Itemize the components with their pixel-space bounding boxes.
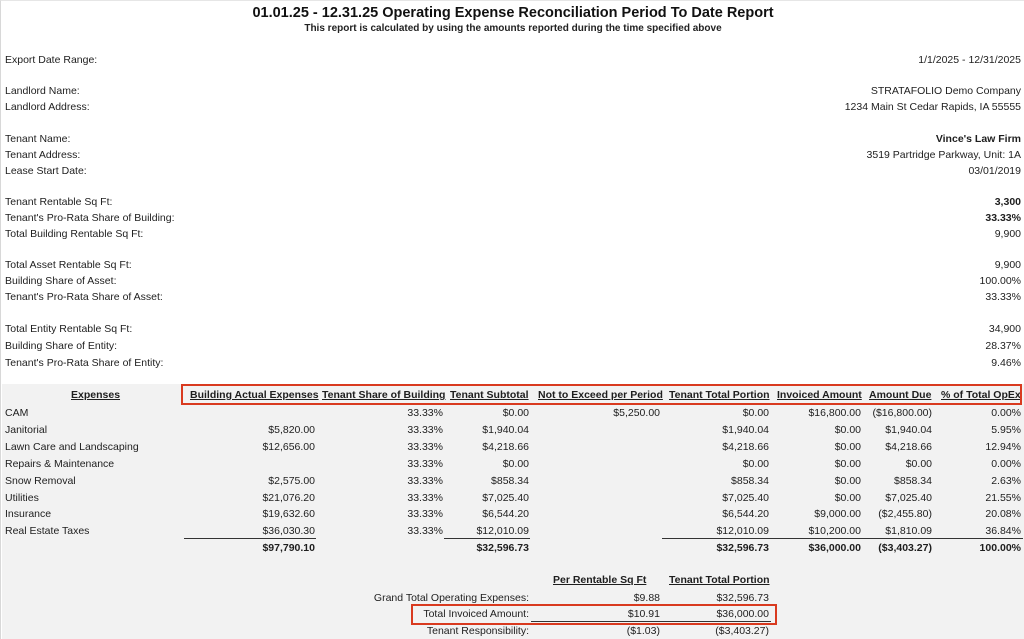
- expense-name: Snow Removal: [5, 475, 76, 487]
- tenant-share: 33.33%: [407, 475, 443, 487]
- building-actual: $12,656.00: [262, 441, 315, 453]
- header-tenant-subtotal: Tenant Subtotal: [450, 389, 529, 401]
- info-label: Export Date Range:: [5, 54, 98, 66]
- tenant-total-portion: $0.00: [742, 407, 769, 419]
- summary-tenant-total-portion: $32,596.73: [716, 592, 769, 604]
- expense-name: CAM: [5, 407, 29, 419]
- tenant-subtotal: $0.00: [502, 407, 529, 419]
- table-row: [1, 506, 1024, 522]
- summary-row-total-invoiced: [1, 606, 1024, 622]
- summary-label: Grand Total Operating Expenses:: [373, 592, 529, 604]
- info-building-share-entity: [5, 338, 1021, 354]
- info-label: Building Share of Asset:: [5, 275, 117, 287]
- info-tenant-address: [5, 147, 1021, 163]
- tenant-total-portion: $4,218.66: [722, 441, 769, 453]
- table-row: [1, 490, 1024, 506]
- summary-label: Total Invoiced Amount:: [423, 608, 529, 620]
- pct-total-opex: 20.08%: [985, 508, 1021, 520]
- info-label: Tenant's Pro-Rata Share of Asset:: [5, 291, 163, 303]
- summary-per-sqft: ($1.03): [626, 625, 660, 637]
- invoiced-amount: $10,200.00: [808, 525, 861, 537]
- summary-per-sqft: $10.91: [627, 608, 660, 620]
- tenant-share: 33.33%: [407, 424, 443, 436]
- info-value: 33.33%: [985, 291, 1021, 303]
- report-title: 01.01.25 - 12.31.25 Operating Expense Reconciliation Period To Date Report: [252, 5, 774, 21]
- info-tenant-name: [5, 131, 1021, 147]
- building-actual: $21,076.20: [262, 492, 315, 504]
- info-label: Total Asset Rentable Sq Ft:: [5, 259, 132, 271]
- invoiced-amount: $0.00: [834, 441, 861, 453]
- info-value: STRATAFOLIO Demo Company: [870, 85, 1021, 97]
- info-label: Tenant's Pro-Rata Share of Building:: [5, 212, 175, 224]
- info-label: Total Entity Rentable Sq Ft:: [5, 323, 133, 335]
- pct-total-opex: 12.94%: [985, 441, 1021, 453]
- amount-due: $1,810.09: [885, 525, 932, 537]
- info-building-share-asset: [5, 273, 1021, 289]
- info-label: Total Building Rentable Sq Ft:: [5, 228, 144, 240]
- total-rule-subtotal: [444, 538, 530, 539]
- invoiced-amount: $0.00: [834, 424, 861, 436]
- info-value: 9,900: [994, 228, 1021, 240]
- info-value: 9,900: [994, 259, 1021, 271]
- amount-due: $858.34: [894, 475, 932, 487]
- info-label: Landlord Address:: [5, 101, 90, 113]
- total-amount-due: ($3,403.27): [878, 542, 932, 554]
- amount-due: $4,218.66: [885, 441, 932, 453]
- info-label: Tenant Name:: [5, 133, 71, 145]
- info-value: 03/01/2019: [968, 165, 1021, 177]
- amount-due: $7,025.40: [885, 492, 932, 504]
- pct-total-opex: 0.00%: [991, 458, 1021, 470]
- totals-row: [1, 540, 1024, 556]
- report-subtitle: This report is calculated by using the amounts reported during the time specified above: [304, 23, 722, 34]
- header-invoiced-amount: Invoiced Amount: [777, 389, 862, 401]
- info-value: 100.00%: [979, 275, 1021, 287]
- header-expenses: Expenses: [71, 389, 121, 401]
- expense-name: Utilities: [5, 492, 39, 504]
- expense-name: Lawn Care and Landscaping: [5, 441, 139, 453]
- info-label: Landlord Name:: [5, 85, 80, 97]
- summary-row-tenant-responsibility: [1, 623, 1024, 639]
- summary-rule: [531, 621, 771, 622]
- tenant-subtotal: $0.00: [502, 458, 529, 470]
- header-building-actual: Building Actual Expenses: [190, 389, 319, 401]
- info-label: Tenant Rentable Sq Ft:: [5, 196, 113, 208]
- pct-total-opex: 2.63%: [991, 475, 1021, 487]
- pct-total-opex: 21.55%: [985, 492, 1021, 504]
- header-pct-total-opex: % of Total OpEx: [941, 389, 1021, 401]
- amount-due: $1,940.04: [885, 424, 932, 436]
- building-actual: $19,632.60: [262, 508, 315, 520]
- info-tenant-share-building: [5, 210, 1021, 226]
- info-value: Vince's Law Firm: [935, 133, 1021, 145]
- summary-tenant-total-portion: ($3,403.27): [715, 625, 769, 637]
- invoiced-amount: $16,800.00: [808, 407, 861, 419]
- info-tenant-share-entity: [5, 355, 1021, 371]
- header-tenant-total-portion: Tenant Total Portion: [669, 389, 770, 401]
- tenant-subtotal: $858.34: [491, 475, 529, 487]
- table-row: [1, 439, 1024, 455]
- pct-total-opex: 0.00%: [991, 407, 1021, 419]
- summary-header-tenant-total-portion: Tenant Total Portion: [669, 574, 770, 586]
- header-amount-due: Amount Due: [869, 389, 932, 401]
- info-value: 1234 Main St Cedar Rapids, IA 55555: [844, 101, 1021, 113]
- building-actual: $36,030.30: [262, 525, 315, 537]
- tenant-share: 33.33%: [407, 407, 443, 419]
- info-label: Lease Start Date:: [5, 165, 87, 177]
- table-row: [1, 473, 1024, 489]
- building-actual: $2,575.00: [268, 475, 315, 487]
- info-lease-start-date: [5, 163, 1021, 179]
- total-invoiced-amount: $36,000.00: [808, 542, 861, 554]
- total-tenant-total-portion: $32,596.73: [716, 542, 769, 554]
- table-row: [1, 523, 1024, 539]
- invoiced-amount: $0.00: [834, 492, 861, 504]
- tenant-share: 33.33%: [407, 508, 443, 520]
- table-row: [1, 405, 1024, 421]
- tenant-share: 33.33%: [407, 492, 443, 504]
- info-total-asset-sqft: [5, 257, 1021, 273]
- tenant-total-portion: $858.34: [731, 475, 769, 487]
- tenant-total-portion: $12,010.09: [716, 525, 769, 537]
- invoiced-amount: $0.00: [834, 458, 861, 470]
- expense-name: Real Estate Taxes: [5, 525, 90, 537]
- summary-row-grand-total: [1, 590, 1024, 606]
- pct-total-opex: 5.95%: [991, 424, 1021, 436]
- summary-label: Tenant Responsibility:: [426, 625, 529, 637]
- tenant-subtotal: $4,218.66: [482, 441, 529, 453]
- tenant-share: 33.33%: [407, 441, 443, 453]
- total-building-actual: $97,790.10: [262, 542, 315, 554]
- info-total-entity-sqft: [5, 321, 1021, 337]
- amount-due: ($16,800.00): [872, 407, 932, 419]
- invoiced-amount: $0.00: [834, 475, 861, 487]
- info-tenant-share-asset: [5, 289, 1021, 305]
- tenant-share: 33.33%: [407, 458, 443, 470]
- info-value: 1/1/2025 - 12/31/2025: [918, 54, 1021, 66]
- total-rule-right: [662, 538, 1023, 539]
- expense-name: Insurance: [5, 508, 52, 520]
- info-value: 3,300: [994, 196, 1021, 208]
- amount-due: $0.00: [905, 458, 932, 470]
- tenant-subtotal: $1,940.04: [482, 424, 529, 436]
- building-actual: $5,820.00: [268, 424, 315, 436]
- info-landlord-address: [5, 99, 1021, 115]
- table-row: [1, 456, 1024, 472]
- info-value: 28.37%: [985, 340, 1021, 352]
- info-value: 3519 Partridge Parkway, Unit: 1A: [866, 149, 1021, 161]
- not-to-exceed: $5,250.00: [613, 407, 660, 419]
- expense-name: Janitorial: [5, 424, 48, 436]
- info-value: 34,900: [988, 323, 1021, 335]
- info-value: 9.46%: [991, 357, 1021, 369]
- pct-total-opex: 36.84%: [985, 525, 1021, 537]
- summary-tenant-total-portion: $36,000.00: [716, 608, 769, 620]
- tenant-total-portion: $0.00: [742, 458, 769, 470]
- total-tenant-subtotal: $32,596.73: [476, 542, 529, 554]
- info-label: Building Share of Entity:: [5, 340, 118, 352]
- tenant-subtotal: $6,544.20: [482, 508, 529, 520]
- total-rule-building: [184, 538, 316, 539]
- header-tenant-share: Tenant Share of Building: [322, 389, 446, 401]
- info-value: 33.33%: [985, 212, 1021, 224]
- summary-per-sqft: $9.88: [633, 592, 660, 604]
- header-not-to-exceed: Not to Exceed per Period: [538, 389, 663, 401]
- total-pct-total-opex: 100.00%: [979, 542, 1021, 554]
- info-total-building-sqft: [5, 226, 1021, 242]
- info-export-date-range: [5, 52, 1021, 68]
- tenant-total-portion: $7,025.40: [722, 492, 769, 504]
- invoiced-amount: $9,000.00: [814, 508, 861, 520]
- table-row: [1, 422, 1024, 438]
- info-label: Tenant's Pro-Rata Share of Entity:: [5, 357, 164, 369]
- info-label: Tenant Address:: [5, 149, 81, 161]
- tenant-total-portion: $1,940.04: [722, 424, 769, 436]
- tenant-total-portion: $6,544.20: [722, 508, 769, 520]
- info-tenant-rentable-sqft: [5, 194, 1021, 210]
- tenant-subtotal: $12,010.09: [476, 525, 529, 537]
- amount-due: ($2,455.80): [878, 508, 932, 520]
- tenant-share: 33.33%: [407, 525, 443, 537]
- expense-name: Repairs & Maintenance: [5, 458, 115, 470]
- info-landlord-name: [5, 83, 1021, 99]
- tenant-subtotal: $7,025.40: [482, 492, 529, 504]
- summary-header-per-sqft: Per Rentable Sq Ft: [553, 574, 647, 586]
